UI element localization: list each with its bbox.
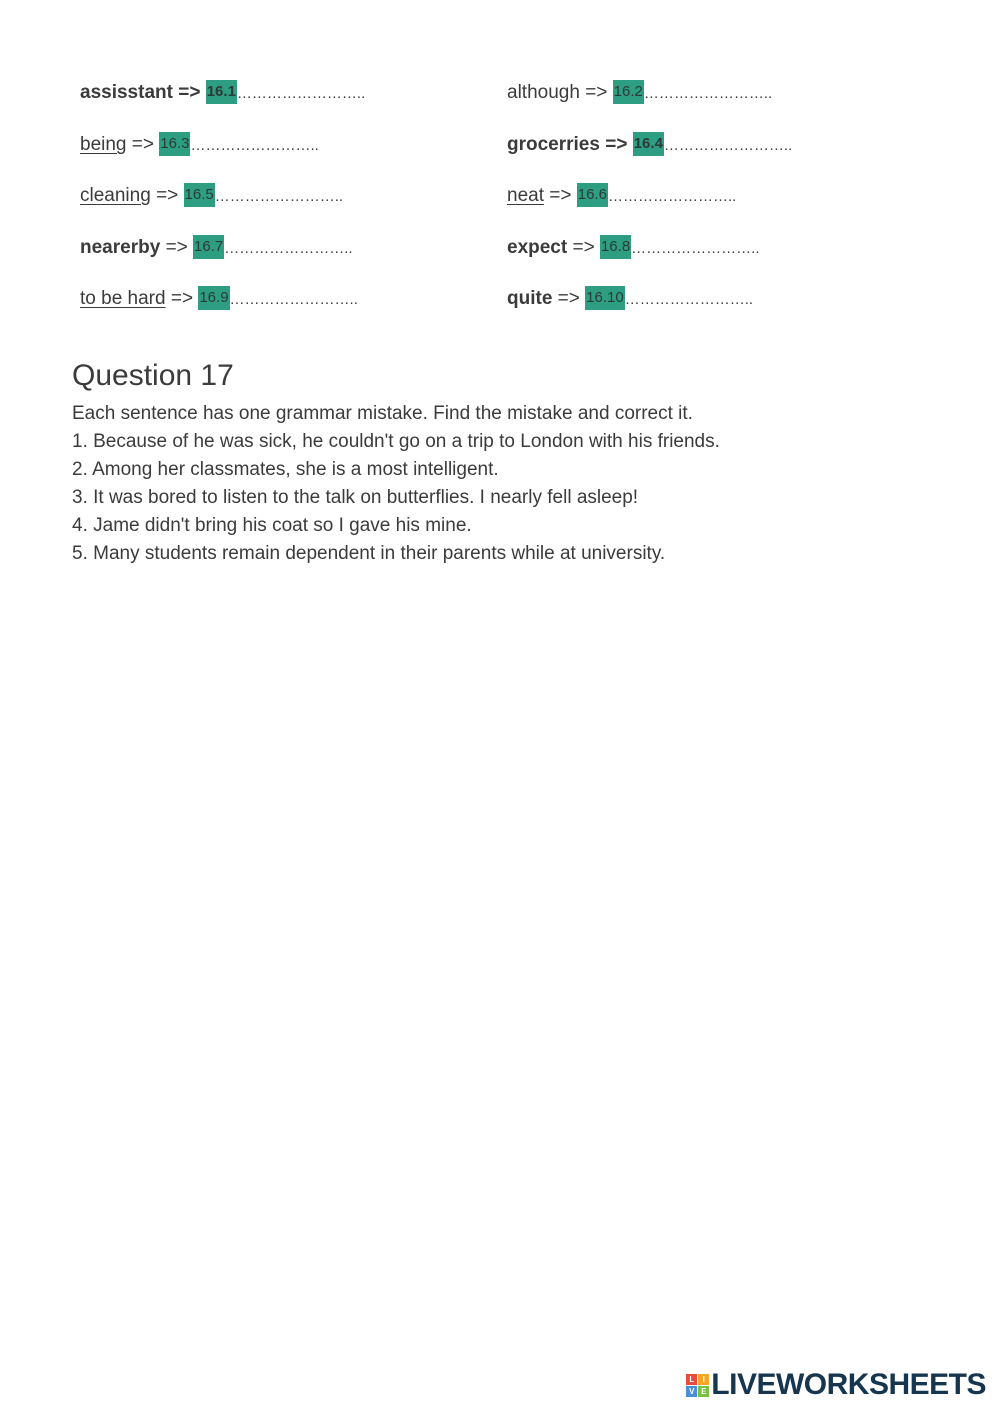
item-word: expect <box>507 237 568 258</box>
item-word: cleaning <box>80 185 151 206</box>
answer-field-16-10[interactable]: 16.10 <box>585 286 625 310</box>
answer-field-16-6[interactable]: 16.6 <box>577 183 608 207</box>
item-word: being <box>80 134 127 155</box>
answer-dots: …………………….. <box>631 240 760 257</box>
sentence-2: 2. Among her classmates, she is a most intelligent. <box>72 459 499 480</box>
item-word: assisstant <box>80 82 173 103</box>
item-16-9 <box>80 284 358 314</box>
logo-mark-icon <box>686 1374 709 1397</box>
item-arrow: => <box>557 288 580 309</box>
answer-dots: …………………….. <box>236 85 366 102</box>
answer-field-16-1[interactable]: 16.1 <box>206 80 237 104</box>
answer-dots: …………………….. <box>663 137 793 154</box>
item-arrow: => <box>131 134 154 155</box>
logo-mark-letter: E <box>698 1386 709 1397</box>
item-arrow: => <box>605 134 628 155</box>
question-17-body <box>72 400 932 568</box>
item-arrow: => <box>572 237 595 258</box>
item-16-3 <box>80 130 319 160</box>
logo-mark-letter: I <box>698 1374 709 1385</box>
answer-dots: …………………….. <box>643 85 773 102</box>
answer-dots: …………………….. <box>624 291 754 308</box>
answer-dots: …………………….. <box>214 188 344 205</box>
item-arrow: => <box>170 288 194 309</box>
item-word: neat <box>507 185 544 206</box>
question-17-instruction: Each sentence has one grammar mistake. Find the mistake and correct it. <box>72 403 693 424</box>
item-arrow: => <box>549 185 572 206</box>
sentence-5: 5. Many students remain dependent in their parents while at university. <box>72 543 666 564</box>
logo-text: LIVEWORKSHEETS <box>711 1368 986 1401</box>
item-arrow: => <box>156 185 179 206</box>
answer-dots: …………………….. <box>229 291 358 308</box>
item-word: quite <box>507 288 553 309</box>
item-word: to be hard <box>80 288 166 309</box>
item-word: although <box>507 82 580 103</box>
item-16-6 <box>507 181 736 211</box>
answer-dots: …………………….. <box>190 137 319 154</box>
answer-field-16-8[interactable]: 16.8 <box>600 235 631 259</box>
answer-field-16-3[interactable]: 16.3 <box>159 132 190 156</box>
answer-dots: …………………….. <box>607 188 737 205</box>
item-16-8 <box>507 233 760 263</box>
answer-field-16-4[interactable]: 16.4 <box>633 132 664 156</box>
answer-field-16-9[interactable]: 16.9 <box>198 286 229 310</box>
liveworksheets-logo <box>686 1368 986 1402</box>
item-16-7 <box>80 233 353 263</box>
item-16-5 <box>80 181 343 211</box>
logo-mark-letter: L <box>686 1374 697 1385</box>
item-16-4 <box>507 130 792 160</box>
answer-field-16-5[interactable]: 16.5 <box>184 183 215 207</box>
logo-mark-letter: V <box>686 1386 697 1397</box>
sentence-1: 1. Because of he was sick, he couldn't go on a trip to London with his friends. <box>72 431 720 452</box>
sentence-4: 4. Jame didn't bring his coat so I gave his mine. <box>72 515 472 536</box>
answer-dots: …………………….. <box>224 240 353 257</box>
answer-field-16-2[interactable]: 16.2 <box>613 80 644 104</box>
sentence-3: 3. It was bored to listen to the talk on butterflies. I nearly fell asleep! <box>72 487 639 508</box>
item-16-10 <box>507 284 753 314</box>
item-16-2 <box>507 78 772 108</box>
answer-field-16-7[interactable]: 16.7 <box>193 235 224 259</box>
item-16-1 <box>80 78 365 108</box>
item-arrow: => <box>165 237 188 258</box>
item-word: grocerries <box>507 134 600 155</box>
item-arrow: => <box>585 82 608 103</box>
question-17-title: Question 17 <box>72 359 234 392</box>
item-word: nearerby <box>80 237 161 258</box>
item-arrow: => <box>178 82 201 103</box>
